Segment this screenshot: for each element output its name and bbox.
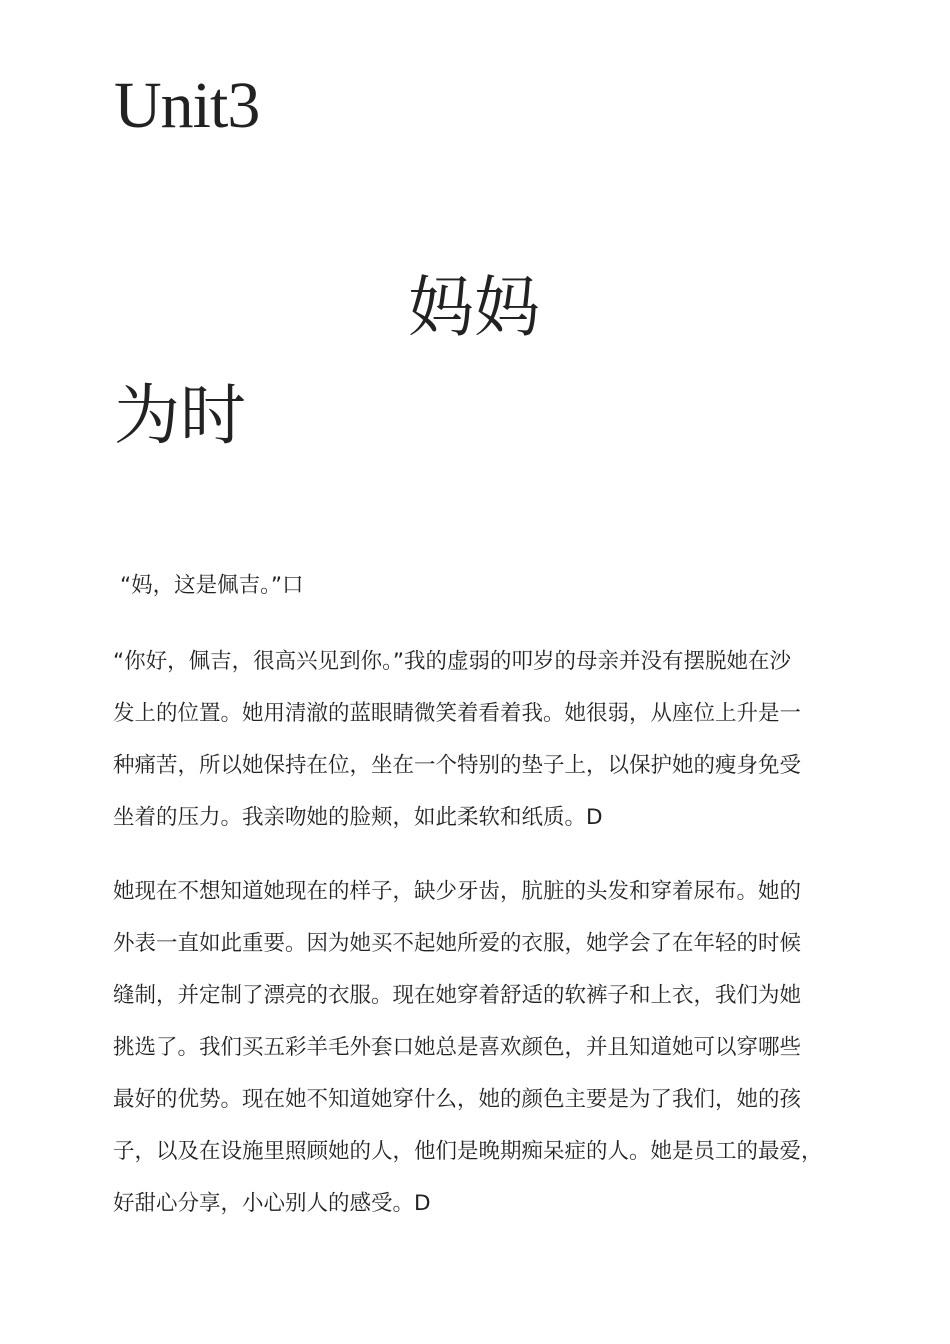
- paragraph-line: 子，以及在设施里照顾她的人，他们是晚期痴呆症的人。她是员工的最爱，: [113, 1139, 823, 1164]
- paragraph-line: 外表一直如此重要。因为她买不起她所爱的衣服，她学会了在年轻的时候: [113, 931, 802, 956]
- paragraph-dialogue: [120, 560, 865, 612]
- paragraph-line: 坐着的压力。我亲吻她的脸颊，如此柔软和纸质。D: [113, 805, 603, 830]
- title-main: 妈妈: [408, 269, 540, 346]
- paragraph-line: 最好的优势。现在她不知道她穿什么，她的颜色主要是为了我们，她的孩: [113, 1087, 802, 1112]
- unit-heading: Unit3: [114, 69, 260, 142]
- paragraph-greeting: [113, 636, 858, 844]
- paragraph-line: “妈，这是佩吉。”口: [120, 573, 304, 598]
- paragraph-line: 缝制，并定制了漂亮的衣服。现在她穿着舒适的软裤子和上衣，我们为她: [113, 983, 802, 1008]
- paragraph-line: 她现在不想知道她现在的样子，缺少牙齿，肮脏的头发和穿着尿布。她的: [113, 879, 802, 904]
- paragraph-line: “你好，佩吉，很高兴见到你。”我的虚弱的叩岁的母亲并没有摆脱她在沙: [113, 649, 792, 674]
- paragraph-line: 好甜心分享，小心别人的感受。D: [113, 1191, 431, 1216]
- title-sub: 为时: [114, 377, 246, 454]
- paragraph-line: 发上的位置。她用清澈的蓝眼睛微笑着看着我。她很弱，从座位上升是一: [113, 701, 802, 726]
- paragraph-appearance: [113, 866, 858, 1230]
- paragraph-line: 挑选了。我们买五彩羊毛外套口她总是喜欢颜色，并且知道她可以穿哪些: [113, 1035, 802, 1060]
- paragraph-line: 种痛苦，所以她保持在位，坐在一个特别的垫子上，以保护她的瘦身免受: [113, 753, 802, 778]
